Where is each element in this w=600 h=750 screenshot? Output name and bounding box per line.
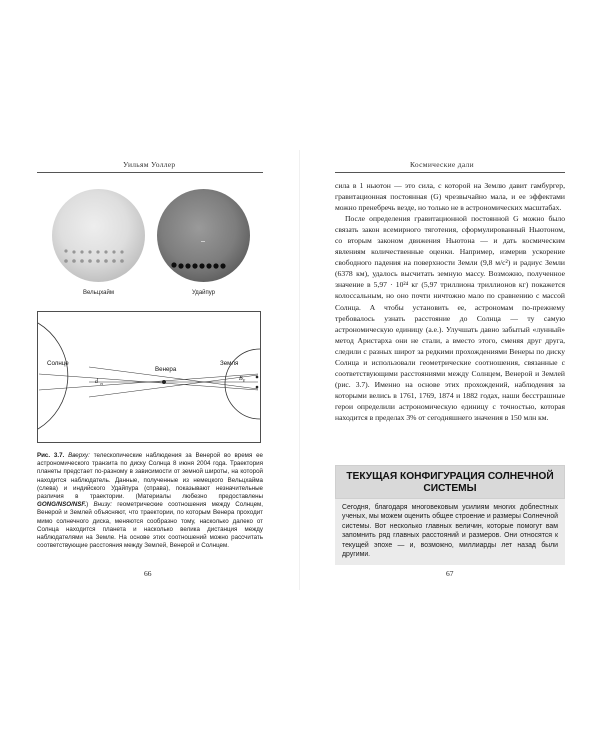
label-angle-sun: d bbox=[95, 379, 98, 385]
figure-caption bbox=[37, 452, 263, 550]
transit-photo-udaipur bbox=[157, 189, 250, 282]
observer-a-dot bbox=[256, 376, 259, 379]
running-head-left: Уильям Уоллер bbox=[123, 160, 176, 169]
label-earth: Земля bbox=[220, 360, 239, 367]
running-head-right: Космические дали bbox=[410, 160, 474, 169]
caption-figure-number: Рис. 3.7. bbox=[37, 452, 65, 459]
main-text bbox=[335, 180, 565, 423]
photo-label-udaipur: Удайпур bbox=[191, 290, 216, 296]
label-sun: Солнце bbox=[47, 360, 69, 367]
page-number-left: 66 bbox=[144, 569, 152, 578]
sidebar-body bbox=[335, 499, 565, 565]
caption-bottom-word: Внизу: bbox=[93, 501, 112, 509]
venus-track-dots-dark bbox=[157, 189, 250, 282]
sidebar-title: ТЕКУЩАЯ КОНФИГУРАЦИЯ СОЛНЕЧНОЙ СИСТЕМЫ bbox=[335, 465, 565, 499]
header-rule-right bbox=[335, 172, 565, 173]
label-venus: Венера bbox=[155, 366, 177, 373]
header-rule-left bbox=[37, 172, 263, 173]
caption-credit: GONG/NSO/NSF. bbox=[37, 501, 87, 509]
transit-geometry-diagram bbox=[37, 311, 261, 443]
diagram-frame bbox=[38, 312, 261, 443]
photo-label-welzheim: Вельцхайм bbox=[83, 290, 114, 296]
label-angle-sun-sub: vs bbox=[100, 382, 103, 386]
caption-top-word: Вверху: bbox=[68, 452, 90, 459]
page-number-right: 67 bbox=[446, 569, 454, 578]
transit-photo-welzheim bbox=[52, 189, 145, 282]
caption-part2: ) bbox=[86, 501, 89, 509]
venus-track-dots bbox=[52, 189, 145, 282]
caption-part3: геометрические соотношения между Солнцем, Венерой и Землей объясняют, что траектории, по которым Венера проходит мимо солнечного диска, меняются сообразно тому, насколько далеко от Солнца находится планета и насколько велика дистанция между наблюдателями на Земле. На основе этих соотношений можно рассчитать соответствующие расстояния между Землей, Венерой и Солнцем. bbox=[37, 501, 263, 550]
paragraph-1: сила в 1 ньютон — это сила, с которой на Землю давит гамбургер, гравитационная постоянная (G) чрезвычайно мала, и ее эффектами можно пренебречь везде, но только не в астрономических масштабах. bbox=[335, 181, 565, 213]
label-angle-earth: B bbox=[239, 376, 243, 382]
venus-dot bbox=[162, 380, 166, 384]
sidebar-box bbox=[335, 465, 565, 565]
label-angle-earth-sub: E bbox=[243, 379, 246, 383]
observer-b-dot bbox=[256, 386, 259, 389]
sidebar-text: Сегодня, благодаря многовековым усилиям многих доблестных ученых, мы можем оценить общее строение и размеры Солнечной системы. Вот несколько главных величин, которые помогут вам запомнить ряд главных расстояний и размеров. Они относятся к текущей эпохе — и, возможно, миллиарды лет назад были другими. bbox=[342, 504, 558, 559]
caption-part1: телескопические наблюдения за Венерой во время ее астрономического транзита по диску Солнца 8 июня 2004 года. Траектория планеты предстает по-разному в зависимости от земной широты, на которой находится наблюдатель. Данные, полученные из немецкого Вельцхайма (слева) и индийского Удайпура (справа), показывают незначительные различия в траектории. (Материалы любезно предоставлены bbox=[37, 452, 263, 501]
paragraph-2: После определения гравитационной постоянной G можно было связать закон всемирного тяготения, сформулированный Ньютоном, со вторым законом движения Ньютона — и дать космическим явлениям количественные оценки. Например, измерив ускорение свободного падения на поверхности Земли (9,8 м/с²) и радиус Земли (6378 км), удалось высчитать земную массу. Возможно, полученное значение в 5,97 · 10²⁴ кг (5,97 триллиона триллионов кг) покажется колоссальным, но оно почти ничтожно мало по сравнению с массой Солнца. А чтобы установить ее, астрономам по-прежнему требовалось узнать расстояние до Солнца — ту самую астрономическую единицу (а.е.). Улучшать давно забытый «лунный» метод Аристарха они не стали, а вместо этого, сменяя друг друга, следили с разных широт за редкими прохождениями Венеры по диску Солнца и использовали геометрические соотношения, связанные с соответствующими расстояниями между Солнцем, Венерой и Землей (рис. 3.7). Именно на основе этих прохождений, наблюдения за которыми велись в 1761, 1769, 1874 и 1882 годах, наши бесстрашные герои определили астрономическую единицу с точностью, которая находится в пределах 3% от сегодняшнего значения в 150 млн км. bbox=[335, 214, 565, 422]
